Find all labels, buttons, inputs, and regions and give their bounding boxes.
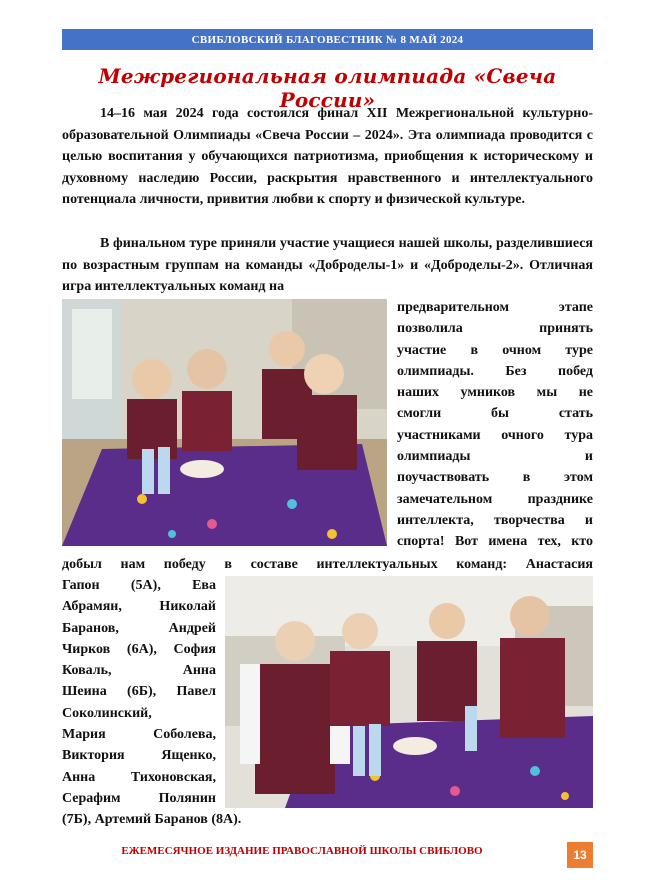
article-title: Межрегиональная олимпиада «Свеча России»: [98, 64, 557, 112]
right-column-text: [397, 297, 593, 553]
right-line: участниками очного тура: [397, 427, 593, 443]
page-number: 13: [567, 842, 593, 868]
right-line: наших умников мы не: [397, 385, 593, 401]
photo-team-1: [62, 299, 387, 546]
right-line: смогли бы стать: [397, 406, 593, 422]
left-line: Чирков (6А), София: [62, 641, 216, 657]
right-line: олимпиады. Без побед: [397, 363, 593, 379]
left-line: Мария Соболева,: [62, 727, 216, 743]
paragraph-1: 14–16 мая 2024 года состоялся финал XII Межрегиональной культурно-образовательной Олимпиады «Свеча России – 2024». Эта олимпиада проводится с целью воспитания у обучающихся патриотизма, приобщения к историческому и духовному наследию России, раскрытия нравственного и интеллектуального потенциала личности, привития любви к спорту и физической культуре.: [62, 106, 593, 207]
right-line: олимпиады и: [397, 449, 593, 465]
full-width-line: добыл нам победу в составе интеллектуальных команд: Анастасия: [62, 557, 593, 572]
photo-team-2: [225, 576, 593, 808]
right-line: позволила принять: [397, 321, 593, 337]
left-line: Абрамян, Николай: [62, 599, 216, 615]
header-text: СВИБЛОВСКИЙ БЛАГОВЕСТНИК № 8 МАЙ 2024: [191, 33, 464, 46]
right-line: участие в очном туре: [397, 342, 593, 358]
right-line: интеллекта, творчества и: [397, 512, 593, 528]
left-line: Шеина (6Б), Павел: [62, 684, 216, 700]
left-line: Соколинский,: [62, 705, 152, 721]
right-line: предварительном этапе: [397, 300, 593, 315]
left-line: Виктория Ященко,: [62, 748, 216, 764]
left-line: Коваль, Анна: [62, 663, 216, 679]
right-line: поучаствовать в этом: [397, 470, 593, 486]
footer-text: ЕЖЕМЕСЯЧНОЕ ИЗДАНИЕ ПРАВОСЛАВНОЙ ШКОЛЫ СВИБЛОВО: [121, 845, 483, 857]
right-line: спорта! Вот имена тех, кто: [397, 534, 593, 550]
right-line: замечательном празднике: [397, 491, 593, 507]
left-column-text: [62, 575, 242, 831]
paragraph-2-intro: В финальном туре приняли участие учащиеся нашей школы, разделившиеся по возрастным группам на команды «Добpоделы-1» и «Добpоделы-2». Отличная игра интеллектуальных команд на: [62, 236, 593, 294]
header-bar: [62, 29, 593, 50]
left-line: Гапон (5А), Ева: [62, 578, 216, 593]
left-line: (7Б), Артемий Баранов (8А).: [62, 812, 242, 828]
left-line: Серафим Полянин: [62, 790, 216, 806]
left-line: Анна Тихоновская,: [62, 769, 216, 785]
left-line: Баранов, Андрей: [62, 620, 216, 636]
